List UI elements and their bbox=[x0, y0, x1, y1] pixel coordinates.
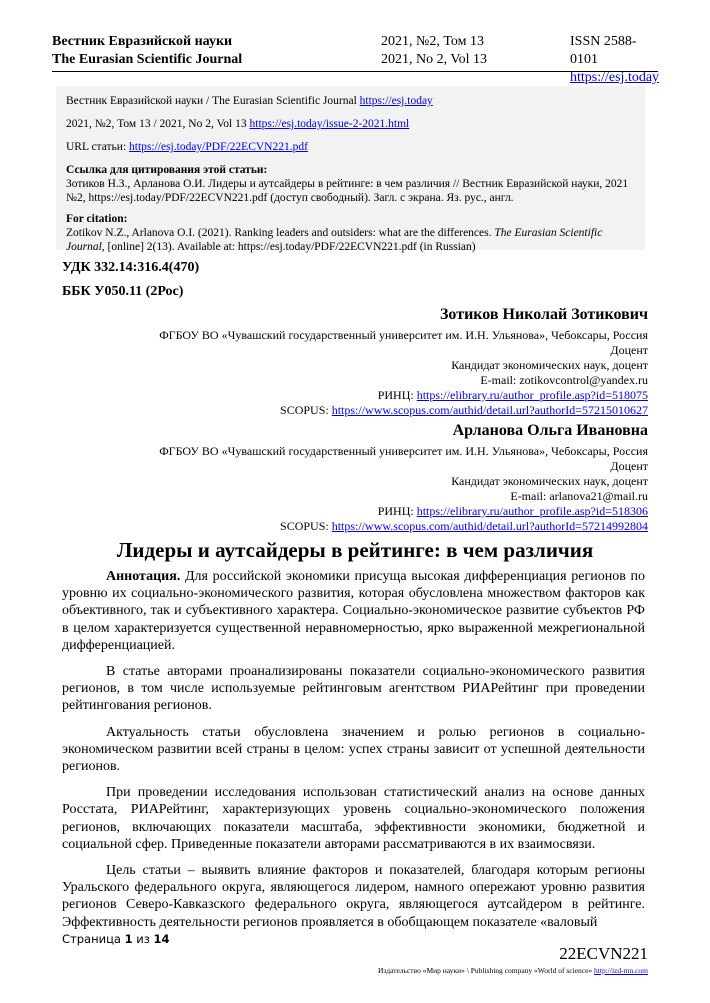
author-email: E-mail: zotikovcontrol@yandex.ru bbox=[480, 373, 648, 387]
citation-en-journal: The Eurasian Scientific Journal bbox=[66, 227, 603, 253]
author-affiliation: ФГБОУ ВО «Чувашский государственный университет им. И.Н. Ульянова», Чебоксары, Россия bbox=[159, 444, 648, 458]
author-name: Зотиков Николай Зотикович bbox=[439, 306, 648, 323]
page-current: 1 bbox=[124, 932, 133, 946]
citation-issue-text: 2021, №2, Том 13 / 2021, No 2, Vol 13 bbox=[66, 118, 250, 130]
scopus-link[interactable]: https://www.scopus.com/authid/detail.url?authorId=57214992804 bbox=[331, 519, 648, 533]
scopus-label: SCOPUS: bbox=[280, 519, 332, 533]
citation-en-part1: Zotikov N.Z., Arlanova O.I. (2021). Ranking leaders and outsiders: what are the differences. bbox=[66, 227, 495, 239]
citation-url-line bbox=[66, 140, 635, 154]
scopus-link[interactable]: https://www.scopus.com/authid/detail.url?authorId=57215010627 bbox=[331, 403, 648, 417]
abstract-paragraph bbox=[62, 568, 645, 654]
author-scopus bbox=[159, 519, 648, 534]
author-block bbox=[159, 421, 648, 534]
author-degree: Кандидат экономических наук, доцент bbox=[451, 474, 648, 488]
author-degree: Кандидат экономических наук, доцент bbox=[451, 358, 648, 372]
author-scopus bbox=[159, 403, 648, 418]
citation-ru-heading: Ссылка для цитирования этой статьи: bbox=[66, 164, 268, 176]
page-number bbox=[62, 932, 170, 946]
citation-en bbox=[66, 212, 635, 254]
issue-link[interactable]: https://esj.today/issue-2-2021.html bbox=[249, 118, 410, 130]
article-pdf-link[interactable]: https://esj.today/PDF/22ECVN221.pdf bbox=[129, 141, 308, 153]
citation-box bbox=[56, 86, 645, 253]
rinc-label: РИНЦ: bbox=[377, 388, 417, 402]
citation-url-label: URL статьи: bbox=[66, 141, 130, 153]
body-paragraph: Актуальность статьи обусловлена значением и ролью регионов в социально-экономическом развитии всей страны в целом: успех страны зависит от успешной деятельности регионов. bbox=[62, 724, 645, 775]
rinc-link[interactable]: https://elibrary.ru/author_profile.asp?id=518075 bbox=[416, 388, 648, 402]
citation-en-heading: For citation: bbox=[66, 213, 128, 225]
scopus-label: SCOPUS: bbox=[280, 403, 332, 417]
journal-title-en: The Eurasian Scientific Journal bbox=[52, 52, 243, 67]
author-rinc bbox=[159, 388, 648, 403]
issn-block bbox=[570, 33, 658, 87]
rinc-label: РИНЦ: bbox=[377, 504, 417, 518]
running-header bbox=[52, 33, 660, 85]
abstract-label: Аннотация. bbox=[106, 569, 181, 584]
article-code: 22ECVN221 bbox=[559, 944, 648, 963]
body-paragraph: В статье авторами проанализированы показатели социально-экономического развития регионов, в том числе используемые рейтинговым агентством РИАРейтинг при проведении рейтингования регионов. bbox=[62, 664, 645, 714]
author-name: Арланова Ольга Ивановна bbox=[452, 422, 648, 439]
issn: ISSN 2588-0101 bbox=[570, 34, 637, 67]
journal-title-block bbox=[52, 33, 242, 69]
publisher-line bbox=[378, 966, 648, 975]
udk-code: УДК 332.14:316.4(470) bbox=[62, 260, 200, 275]
author-affiliation: ФГБОУ ВО «Чувашский государственный университет им. И.Н. Ульянова», Чебоксары, Россия bbox=[159, 328, 648, 342]
journal-link[interactable]: https://esj.today bbox=[359, 95, 433, 107]
abstract-text: Для российской экономики присуща высокая дифференциация регионов по уровню их социально-экономического развития, которая обусловлена множеством факторов как объективного, так и субъективного характера. Социально-экономическое развитие субъектов РФ в целом характеризуется существенной неравномерностью, ярко выраженной межрегиональной дифференциацией. bbox=[62, 569, 645, 653]
page-total: 14 bbox=[153, 932, 170, 946]
citation-journal-text: Вестник Евразийской науки / The Eurasian Scientific Journal bbox=[66, 95, 360, 107]
citation-ru-text: Зотиков Н.З., Арланова О.И. Лидеры и аутсайдеры в рейтинге: в чем различия // Вестник Евразийской науки, 2021 №2, https://esj.today/PDF/22ECVN221.pdf (доступ свободный). Загл. с экрана. Яз. рус., англ. bbox=[66, 178, 629, 204]
publisher-link[interactable]: http://izd-mn.com bbox=[594, 966, 648, 975]
author-position: Доцент bbox=[610, 459, 648, 473]
author-position: Доцент bbox=[610, 343, 648, 357]
author-rinc bbox=[159, 504, 648, 519]
publisher-text: Издательство «Мир науки» \ Publishing company «World of science» bbox=[378, 966, 595, 975]
page-mid: из bbox=[132, 932, 154, 946]
citation-issue-line bbox=[66, 117, 635, 131]
journal-title-ru: Вестник Евразийской науки bbox=[52, 34, 233, 49]
issue-block bbox=[381, 33, 487, 69]
page-prefix: Страница bbox=[62, 932, 125, 946]
citation-en-text bbox=[66, 226, 635, 254]
article-body bbox=[62, 568, 645, 940]
citation-journal-line bbox=[66, 94, 635, 108]
rinc-link[interactable]: https://elibrary.ru/author_profile.asp?id=518306 bbox=[416, 504, 648, 518]
body-paragraph: При проведении исследования использован статистический анализ на основе данных Росстата, РИАРейтинг, характеризующих уровень социально-экономического положения регионов, включающих показатели масштаба, эффективности экономики, бюджетной и социальной сфер. Приведенные показатели авторами рассматриваются в их взаимосвязи. bbox=[62, 785, 645, 852]
body-paragraph: Цель статьи – выявить влияние факторов и показателей, благодаря которым регионы Уральского федерального округа, являющегося лидером, намного опережают уровню развития регионов Северо-Кавказского федерального округа, являющегося аутсайдером в рейтинге. Эффективность деятельности регионов проявляется в обобщающем показателе «валовый bbox=[62, 863, 645, 930]
citation-en-part2: , [online] 2(13). Available at: https://esj.today/PDF/22ECVN221.pdf (in Russian) bbox=[101, 241, 476, 253]
author-email: E-mail: arlanova21@mail.ru bbox=[510, 489, 648, 503]
author-block bbox=[159, 305, 648, 418]
issue-en: 2021, No 2, Vol 13 bbox=[381, 52, 488, 67]
citation-ru bbox=[66, 163, 635, 205]
site-link[interactable]: https://esj.today bbox=[570, 70, 660, 85]
bbk-code: ББК У050.11 (2Рос) bbox=[62, 284, 184, 299]
article-title: Лидеры и аутсайдеры в рейтинге: в чем различия bbox=[116, 538, 594, 562]
issue-ru: 2021, №2, Том 13 bbox=[381, 34, 484, 49]
